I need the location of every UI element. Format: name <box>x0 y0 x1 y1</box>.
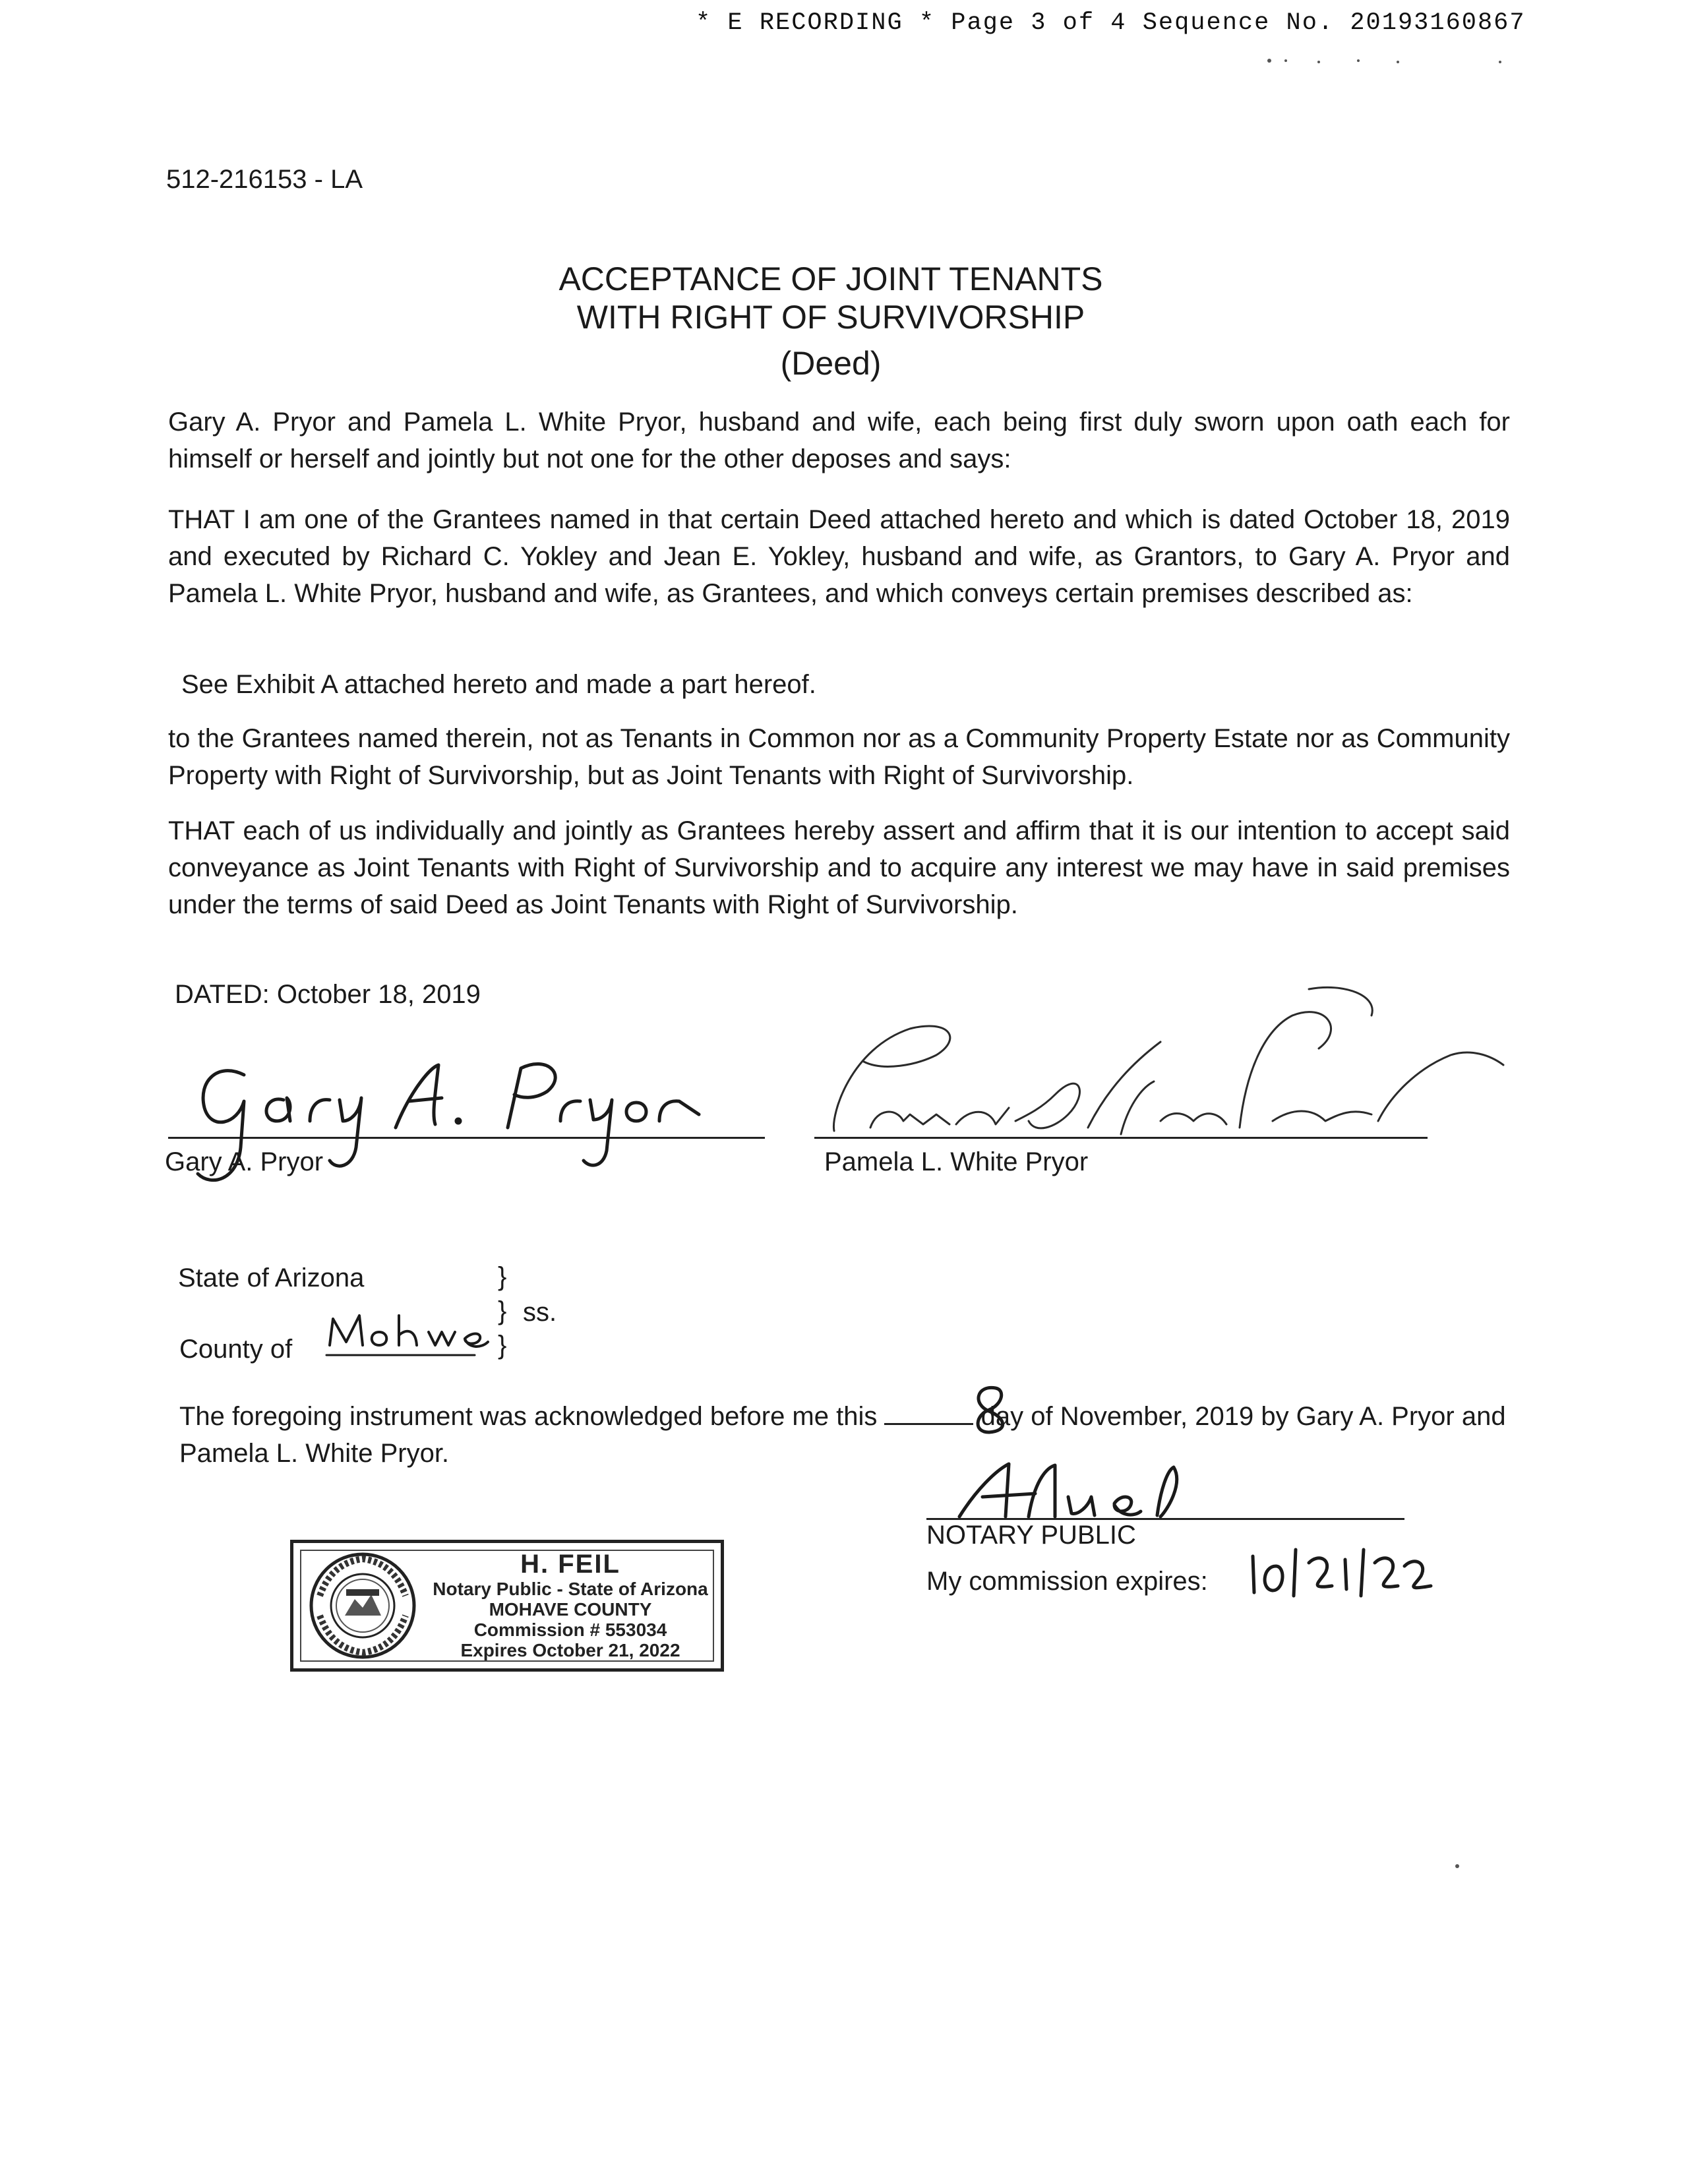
stamp-line-2: MOHAVE COUNTY <box>489 1599 652 1620</box>
venue-brace: } <box>498 1296 507 1325</box>
document-number: 512-216153 - LA <box>166 165 363 194</box>
dated-line: DATED: October 18, 2019 <box>175 980 481 1009</box>
signature-notary <box>959 1464 1177 1517</box>
paragraph-affirm: THAT each of us individually and jointly as Grantees hereby assert and affirm that it is our intention to accept said conveyance as Joint Tenants with Right of Survivorship and to acquire any interest we may have in said premises under the terms of said Deed as Joint Tenants with Right of Survivorship. <box>168 816 1510 919</box>
signature-gary-pryor <box>198 1064 699 1180</box>
paragraph-exhibit: See Exhibit A attached hereto and made a part hereof. <box>181 670 816 699</box>
stamp-line-4: Expires October 21, 2022 <box>460 1640 680 1660</box>
signer-name-pamela: Pamela L. White Pryor <box>824 1147 1089 1176</box>
title-line-3: (Deed) <box>780 345 882 382</box>
paragraph-tenancy: to the Grantees named therein, not as Tenants in Common nor as a Community Property Estate nor as Community Property with Right of Survivorship, but as Joint Tenants with Right of Survivorship. <box>168 724 1510 790</box>
stamp-line-3: Commission # 553034 <box>473 1620 667 1640</box>
venue-brace: } <box>498 1331 507 1360</box>
paragraph-grantees: THAT I am one of the Grantees named in that certain Deed attached hereto and which is dated October 18, 2019 and executed by Richard C. Yokley and Jean E. Yokley, husband and wife, as Grantors, to Gary A. Pryor and Pamela L. White Pryor, husband and wife, as Grantees, and which conveys certain premises described as: <box>168 505 1510 608</box>
handwritten-county-mohave <box>326 1316 488 1355</box>
commission-expires-label: My commission expires: <box>926 1567 1208 1596</box>
handwritten-commission-date <box>1253 1550 1431 1596</box>
venue-state: State of Arizona <box>178 1263 365 1292</box>
venue-ss: ss. <box>523 1298 557 1327</box>
handwritten-day-8 <box>978 1387 1003 1432</box>
stamp-notary-name: H. FEIL <box>520 1550 620 1579</box>
title-line-2: WITH RIGHT OF SURVIVORSHIP <box>576 299 1085 336</box>
acknowledgment-before: The foregoing instrument was acknowledged before me this <box>179 1402 878 1431</box>
venue-county-label: County of <box>179 1335 293 1364</box>
paragraph-oath: Gary A. Pryor and Pamela L. White Pryor, husband and wife, each being first duly sworn upon oath each for himself or herself and jointly but not one for the other deposes and says: <box>168 408 1510 473</box>
scan-specks <box>1267 59 1501 1868</box>
signer-name-gary: Gary A. Pryor <box>165 1147 324 1176</box>
notary-public-label: NOTARY PUBLIC <box>926 1521 1136 1550</box>
title-line-1: ACCEPTANCE OF JOINT TENANTS <box>558 260 1103 297</box>
acknowledgment-after: day of November, 2019 by Gary A. Pryor and Pamela L. White Pryor. <box>179 1402 1506 1468</box>
signature-pamela-white-pryor <box>833 987 1503 1134</box>
recording-header: * E RECORDING * Page 3 of 4 Sequence No. 20193160867 <box>696 9 1526 37</box>
stamp-line-1: Notary Public - State of Arizona <box>433 1579 708 1599</box>
venue-brace: } <box>498 1262 507 1291</box>
